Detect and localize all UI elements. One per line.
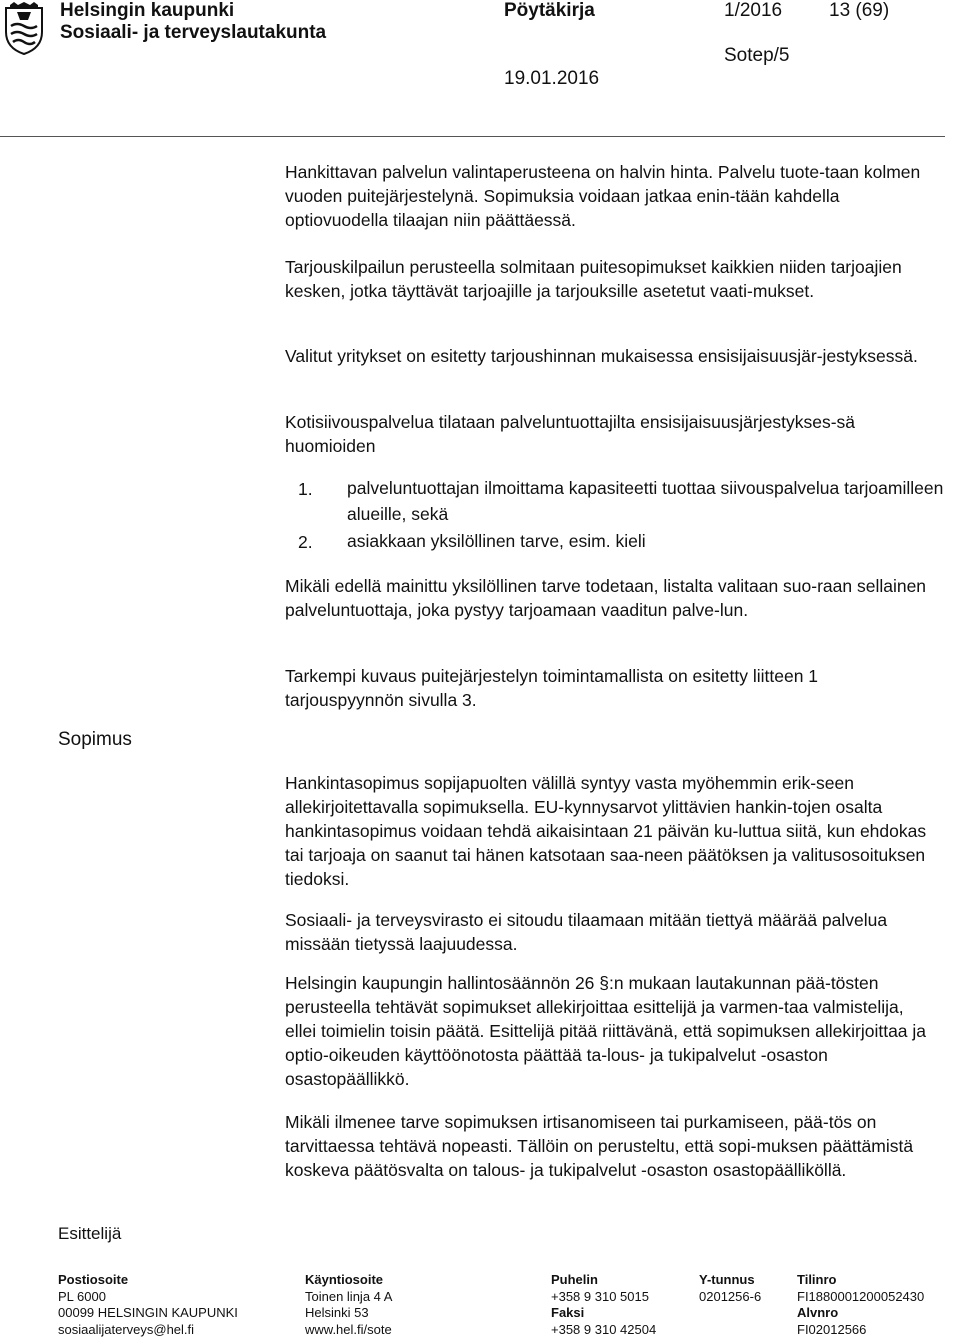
footer-visit-address xyxy=(305,1272,392,1338)
header-page: 13 (69) xyxy=(829,0,889,22)
paragraph-termination: Mikäli ilmenee tarve sopimuksen irtisanomiseen tai purkamiseen, pää-tös on tarvittaessa tehtävä nopeasti. Tällöin on perusteltu, että sopi-muksen päättämistä koskeva päätösvalta on talous- ja tukipalvelut -osaston osastopäälliköllä. xyxy=(285,1110,935,1182)
footer-tilinro-label: Tilinro xyxy=(797,1272,924,1289)
list-item-number: 2. xyxy=(298,530,313,554)
footer-alvnro-label: Alvnro xyxy=(797,1305,924,1322)
footer-visit-city: Helsinki 53 xyxy=(305,1305,392,1322)
header-org: Helsingin kaupunki xyxy=(60,0,234,22)
paragraph-detailed-description: Tarkempi kuvaus puitejärjestelyn toimintamallista on esitetty liitteen 1 tarjouspyynnön sivulla 3. xyxy=(285,664,935,712)
footer-alvnro: FI02012566 xyxy=(797,1322,924,1338)
footer-business-id xyxy=(699,1272,761,1305)
footer-fax: +358 9 310 42504 xyxy=(551,1322,656,1338)
header-date: 19.01.2016 xyxy=(504,68,599,90)
header-divider xyxy=(0,136,945,137)
footer-ytunnus: 0201256-6 xyxy=(699,1289,761,1306)
list-item-number: 1. xyxy=(298,477,313,501)
footer-postal-label: Postiosoite xyxy=(58,1272,238,1289)
footer-visit-street: Toinen linja 4 A xyxy=(305,1289,392,1306)
footer-bank-vat xyxy=(797,1272,924,1338)
paragraph-no-commitment: Sosiaali- ja terveysvirasto ei sitoudu tilaamaan mitään tiettyä määrää palvelua missään tietyssä laajuudessa. xyxy=(285,908,935,956)
list-item-text: asiakkaan yksilöllinen tarve, esim. kieli xyxy=(347,528,947,554)
header-number: 1/2016 xyxy=(724,0,782,22)
footer-postal-address xyxy=(58,1272,238,1338)
header-doctype: Pöytäkirja xyxy=(504,0,595,22)
section-label-esittelija: Esittelijä xyxy=(58,1222,121,1246)
list-item-text: palveluntuottajan ilmoittama kapasiteetti tuottaa siivouspalvelua tarjoamilleen alueille, sekä xyxy=(347,475,947,527)
paragraph-ordering: Kotisiivouspalvelua tilataan palveluntuottajilta ensisijaisuusjärjestykses-sä huomioiden xyxy=(285,410,935,458)
city-coat-of-arms-logo xyxy=(2,2,46,56)
footer-visit-label: Käyntiosoite xyxy=(305,1272,392,1289)
footer-email: sosiaalijaterveys@hel.fi xyxy=(58,1322,238,1338)
paragraph-individual-need: Mikäli edellä mainittu yksilöllinen tarve todetaan, listalta valitaan suo-raan sellainen palveluntuottaja, joka pystyy tarjoamaan vaaditun palve-lun. xyxy=(285,574,935,622)
footer-phone-label: Puhelin xyxy=(551,1272,656,1289)
footer-fax-label: Faksi xyxy=(551,1305,656,1322)
paragraph-signing-authority: Helsingin kaupungin hallintosäännön 26 §:n mukaan lautakunnan pää-tösten perusteella tehtävät sopimukset allekirjoittaa esittelijä ja varmen-taa valmistelija, ellei toimielin toisin päätä. Esittelijä pitää riittävänä, että sopimuksen allekirjoittaa ja optio-oikeuden käyttöönotosta päättää ta-lous- ja tukipalvelut -osaston osastopäällikkö. xyxy=(285,971,935,1091)
header-section: Sotep/5 xyxy=(724,45,790,67)
footer-tilinro: FI1880001200052430 xyxy=(797,1289,924,1306)
footer-website: www.hel.fi/sote xyxy=(305,1322,392,1338)
section-label-sopimus: Sopimus xyxy=(58,728,132,752)
footer-phone-fax xyxy=(551,1272,656,1338)
paragraph-contract-formation: Hankintasopimus sopijapuolten välillä syntyy vasta myöhemmin erik-seen allekirjoitettavalla sopimuksella. EU-kynnysarvot ylittävien hankin-tojen osalta hankintasopimus voidaan tehdä aikaisintaan 21 päivän ku-luttua siitä, kun ehdokas tai tarjoaja on saanut tai hänen katsotaan saa-neen päätöksen ja valitusosoituksen tiedoksi. xyxy=(285,771,935,891)
paragraph-selection-criteria: Hankittavan palvelun valintaperusteena on halvin hinta. Palvelu tuote-taan kolmen vuoden puitejärjestelynä. Sopimuksia voidaan jatkaa enin-tään kahdella optiovuodella tilaajan niin päättäessä. xyxy=(285,160,935,232)
footer-postal-city: 00099 HELSINGIN KAUPUNKI xyxy=(58,1305,238,1322)
paragraph-framework-agreements: Tarjouskilpailun perusteella solmitaan puitesopimukset kaikkien niiden tarjoajien kesken, jotka täyttävät tarjoajille ja tarjouksille asetetut vaati-mukset. xyxy=(285,255,935,303)
paragraph-ranking: Valitut yritykset on esitetty tarjoushinnan mukaisessa ensisijaisuusjär-jestyksessä. xyxy=(285,344,935,368)
footer-ytunnus-label: Y-tunnus xyxy=(699,1272,761,1289)
header-board: Sosiaali- ja terveyslautakunta xyxy=(60,22,326,44)
footer-postal-box: PL 6000 xyxy=(58,1289,238,1306)
footer-phone: +358 9 310 5015 xyxy=(551,1289,656,1306)
